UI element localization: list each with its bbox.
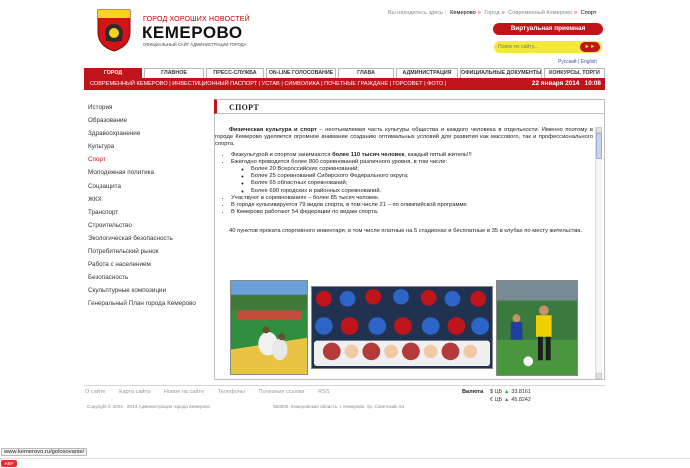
sidebar-item-housing[interactable]: ЖКХ (88, 195, 102, 203)
tab-contests[interactable]: КОНКУРСЫ, ТОРГИ (544, 68, 605, 78)
adblock-icon[interactable]: ABP (1, 460, 17, 467)
footer-link-rss[interactable]: RSS (318, 389, 330, 395)
list-item: ◦ Более 65 областных соревнований; (251, 180, 593, 187)
coat-of-arms-logo[interactable] (96, 8, 132, 52)
site-city-title[interactable]: КЕМЕРОВО (142, 23, 243, 42)
wrestling-photo[interactable] (230, 280, 308, 375)
sidebar (88, 104, 208, 314)
virtual-reception-label: Виртуальная приемная (510, 25, 586, 32)
breadcrumb-item-city[interactable]: Город (484, 10, 500, 16)
tab-official-docs[interactable]: ОФИЦИАЛЬНЫЕ ДОКУМЕНТЫ (461, 70, 542, 76)
currency-rate-eur (490, 397, 531, 403)
scroll-thumb[interactable] (596, 133, 602, 159)
site-slogan: ГОРОД ХОРОШИХ НОВОСТЕЙ (143, 16, 250, 23)
page-title: СПОРТ (229, 103, 260, 112)
sidebar-item-sculptures[interactable]: Скульптурные композиции (88, 287, 167, 295)
sidebar-item-ecology[interactable]: Экологическая безопасность (88, 234, 173, 242)
list-item: • В городе культивируется 79 видов спорта, в том числе 21 – по олимпийской программе. (231, 202, 593, 209)
children-hockey-photo[interactable] (311, 286, 493, 369)
footer-link-phones[interactable]: Телефоны (217, 389, 245, 395)
footer-links (85, 389, 342, 395)
sidebar-item-master-plan[interactable]: Генеральный План города Кемерово (88, 300, 196, 308)
language-switcher[interactable]: Русский | English (558, 59, 598, 65)
list-item: ◦ Более 20 Всероссийских соревнований; (251, 166, 593, 173)
currency-rate-usd (490, 389, 531, 395)
breadcrumb-item-home[interactable]: Кемерово (450, 10, 476, 16)
search-submit-button[interactable]: ►► (580, 42, 600, 52)
current-date: 22 января 2014 (531, 80, 580, 87)
scroll-down-arrow-icon[interactable] (596, 373, 602, 379)
eur-value: 45.8242 (511, 397, 531, 403)
address-text: 650000, Кемеровская область, г. Кемерово, пр. Советский, 54 (273, 404, 405, 409)
sub-nav-links[interactable]: СОВРЕМЕННЫЙ КЕМЕРОВО | ИНВЕСТИЦИОННЫЙ ПАСПОРТ | УСТАВ | СИМВОЛИКА | ПОЧЕТНЫЕ ГРАЖДАНЕ | ГОРСОВЕТ | ФОТО | (90, 81, 447, 87)
sub-facts-list (251, 166, 593, 195)
site-subtitle: ОФИЦИАЛЬНЫЙ САЙТ АДМИНИСТРАЦИИ ГОРОДА (143, 42, 247, 47)
tab-city[interactable]: ГОРОД (84, 68, 142, 78)
sidebar-item-culture[interactable]: Культура (88, 143, 115, 151)
tab-administration[interactable]: АДМИНИСТРАЦИЯ (396, 68, 458, 78)
current-time: 10:08 (584, 80, 601, 87)
sidebar-item-sport[interactable]: Спорт (88, 156, 106, 164)
breadcrumb-item-modern[interactable]: Современный Кемерово (508, 10, 572, 16)
intro-bold: Физическая культура и спорт (229, 127, 317, 133)
footer-link-about[interactable]: О сайте (85, 389, 106, 395)
search-input[interactable] (498, 43, 576, 51)
list-item: • В Кемерово работают 54 федерации по видам спорта. (231, 209, 593, 216)
browser-status-bar (0, 448, 690, 457)
facts-list (231, 152, 593, 217)
closing-paragraph: 40 пунктов проката спортивного инвентаря, в том числе платные на 5 стадионах и бесплатные в 35 в клубах по месту жительства. (229, 228, 583, 235)
content-title-bar (214, 99, 605, 114)
status-url: www.kemerovo.ru/golosovanie/ (1, 448, 87, 456)
sub-nav-bar (84, 78, 605, 90)
copyright-text: Copyright © 2004 - 2014 Администрация города Кемерово (87, 404, 211, 409)
browser-bottom-bar (0, 458, 690, 468)
date-time (532, 80, 601, 87)
sidebar-item-transport[interactable]: Транспорт (88, 208, 119, 216)
tab-head[interactable]: ГЛАВА (338, 68, 394, 78)
footer-link-new[interactable]: Новое на сайте (163, 389, 205, 395)
footer-link-useful[interactable]: Полезные ссылки (258, 389, 305, 395)
list-item: ◦ Более 25 соревнований Сибирского Федерального округа; (251, 173, 593, 180)
sidebar-item-social-protection[interactable]: Соцзащита (88, 182, 121, 190)
list-item: • Физкультурой и спортом занимаются более 110 тысяч человек, каждый пятый житель!!! (231, 152, 593, 159)
search-box (494, 41, 602, 53)
usd-label: $ ЦБ (490, 389, 503, 395)
sidebar-item-youth-policy[interactable]: Молодежная политика (88, 169, 155, 177)
list-item: • Участвуют в соревнованиях – более 85 тысяч человек. (231, 195, 593, 202)
currency-label: Валюта (462, 389, 484, 395)
sidebar-item-education[interactable]: Образование (88, 117, 128, 125)
tab-press[interactable]: ПРЕСС-СЛУЖБА (206, 68, 264, 78)
football-photo[interactable] (496, 280, 578, 376)
main-nav (84, 68, 605, 78)
virtual-reception-button[interactable] (493, 23, 603, 35)
list-item: • Ежегодно проводится более 800 соревнований различного уровня, в том числе: ◦ Более 20 Всероссийских соревнований; ◦ Более 25 соревнований Сибирского Федерального округа; ◦ Более 65 областных соревнований; ◦ Более 690 городских и районных соревнований. (231, 159, 593, 195)
arrow-up-icon: ▲ (504, 397, 510, 403)
sidebar-item-history[interactable]: История (88, 104, 113, 111)
sidebar-item-security[interactable]: Безопасность (88, 274, 129, 282)
intro-text: – неотъемлемая часть культуры общества и каждого человека в отдельности. Именно поэтому в городе Кемерово уделяется огромное внимание созданию оптимальных условий для развития как массового, так и профессионального спорта. (215, 127, 593, 148)
footer-link-sitemap[interactable]: Карта сайта (119, 389, 151, 395)
article-body (215, 127, 593, 236)
footer-divider (84, 385, 605, 386)
list-item: ◦ Более 690 городских и районных соревнований. (251, 188, 593, 195)
content-scrollbar[interactable] (595, 127, 602, 379)
breadcrumb-item-current: Спорт (580, 10, 597, 16)
tab-online-voting[interactable]: ON-LINE ГОЛОСОВАНИЕ (266, 68, 336, 78)
sidebar-item-public-work[interactable]: Работа с населением (88, 261, 151, 269)
intro-paragraph (215, 127, 593, 149)
sidebar-item-construction[interactable]: Строительство (88, 221, 132, 229)
arrow-up-icon: ▲ (504, 389, 510, 395)
breadcrumb-prefix: Вы находитесь здесь (388, 10, 444, 16)
tab-main[interactable]: ГЛАВНОЕ (144, 68, 204, 78)
sidebar-item-healthcare[interactable]: Здравоохранение (88, 130, 141, 138)
breadcrumb: Вы находитесь здесь : Кемерово » Город » Современный Кемерово » Спорт (388, 10, 597, 16)
sidebar-item-consumer-market[interactable]: Потребительский рынок (88, 248, 159, 256)
usd-value: 33.8161 (511, 389, 531, 395)
eur-label: € ЦБ (490, 397, 503, 403)
